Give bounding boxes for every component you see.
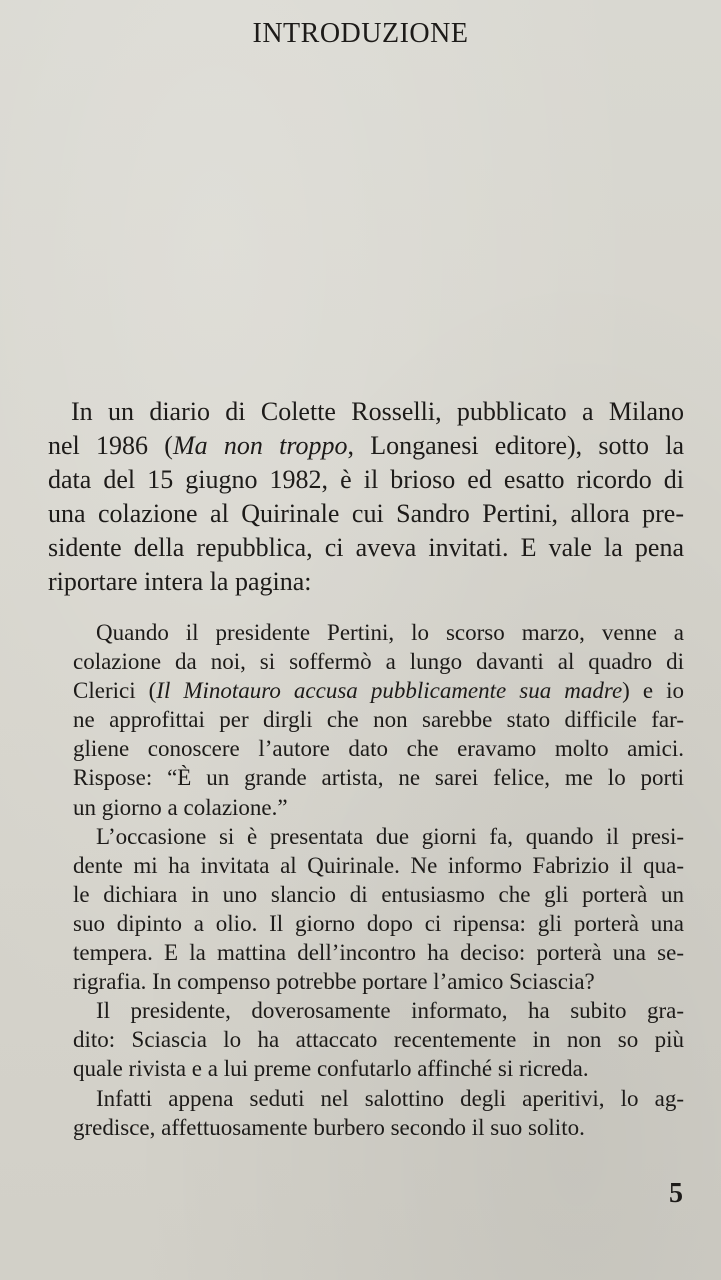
- text-line: rigrafia. In compenso potrebbe portare l’amico Sciascia?: [73, 969, 595, 995]
- text-fragment: nel 1986 (: [48, 431, 173, 460]
- text-line: gredisce, affettuosamente burbero secondo il suo solito.: [73, 1114, 585, 1140]
- text-line: riportare intera la pagina:: [48, 567, 312, 596]
- page-number: 5: [669, 1178, 683, 1209]
- text-line: Infatti appena seduti nel salottino degli aperitivi, lo ag-: [96, 1085, 684, 1111]
- book-title: Ma non troppo: [172, 431, 348, 460]
- text-line: tempera. E la mattina dell’incontro ha deciso: porterà una se-: [73, 940, 684, 966]
- text-line: le dichiara in uno slancio di entusiasmo che gli porterà un: [73, 881, 684, 907]
- text-fragment: ) e io: [622, 678, 684, 704]
- text-line: [48, 429, 684, 463]
- text-line: dito: Sciascia lo ha attaccato recentemente in non so più: [73, 1027, 684, 1053]
- text-line: dente mi ha invitata al Quirinale. Ne informo Fabrizio il qua-: [73, 852, 684, 878]
- text-line: ne approfittai per dirgli che non sarebbe stato difficile far-: [73, 707, 684, 733]
- text-line: Quando il presidente Pertini, lo scorso marzo, venne a: [96, 620, 684, 645]
- text-line: un giorno a colazione.”: [73, 794, 288, 820]
- diary-quote: [73, 618, 684, 1142]
- intro-paragraph: [48, 395, 684, 599]
- text-line: suo dipinto a olio. Il giorno dopo ci ripensa: gli porterà una: [73, 910, 684, 936]
- text-line: quale rivista e a lui preme confutarlo affinché si ricreda.: [73, 1056, 589, 1082]
- text-fragment: Clerici (: [73, 678, 157, 704]
- quote-paragraph: [73, 996, 684, 1083]
- text-line: [50, 676, 684, 705]
- quote-paragraph: [73, 1084, 684, 1142]
- text-line: L’occasione si è presentata due giorni fa, quando il presi-: [96, 823, 684, 849]
- text-line: sidente della repubblica, ci aveva invitati. E vale la pena: [48, 533, 684, 562]
- text-line: Rispose: “È un grande artista, ne sarei felice, me lo porti: [73, 765, 684, 791]
- chapter-heading: INTRODUZIONE: [252, 18, 469, 49]
- quote-paragraph: [73, 822, 684, 997]
- painting-title: Il Minotauro accusa pubblicamente sua madre: [156, 678, 623, 704]
- text-line: gliene conoscere l’autore dato che eravamo molto amici.: [73, 736, 684, 762]
- text-line: Il presidente, doverosamente informato, ha subito gra-: [96, 998, 684, 1024]
- text-line: In un diario di Colette Rosselli, pubblicato a Milano: [71, 397, 684, 426]
- text-line: data del 15 giugno 1982, è il brioso ed esatto ricordo di: [48, 465, 684, 494]
- text-fragment: , Longanesi editore), sotto la: [347, 431, 684, 460]
- text-line: una colazione al Quirinale cui Sandro Pertini, allora pre-: [48, 499, 684, 528]
- text-line: colazione da noi, si soffermò a lungo davanti al quadro di: [73, 649, 684, 675]
- quote-paragraph: [73, 618, 684, 822]
